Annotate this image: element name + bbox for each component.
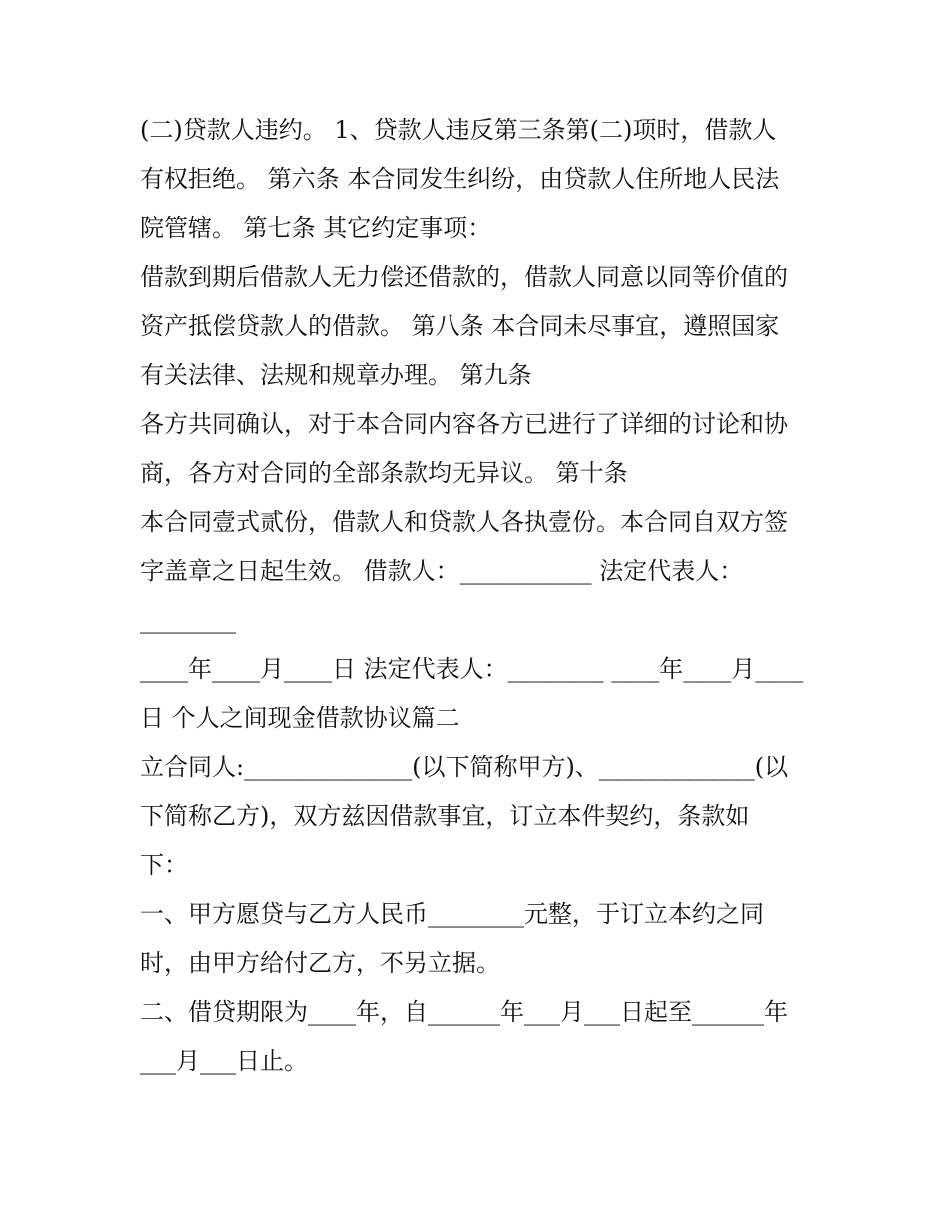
text-line: 二、借贷期限为____年，自______年___月___日起至______年 <box>140 998 788 1026</box>
text-line: 资产抵偿贷款人的借款。 第八条 本合同未尽事宜，遵照国家 <box>140 312 780 340</box>
text-line: (二)贷款人违约。 1、贷款人违反第三条第(二)项时，借款人 <box>140 116 777 144</box>
text-line: 一、甲方愿贷与乙方人民币________元整，于订立本约之同 <box>140 900 764 928</box>
text-line: 下： <box>140 851 188 879</box>
text-line: 时，由甲方给付乙方，不另立据。 <box>140 949 500 977</box>
text-line: 立合同人:______________(以下简称甲方)、_____________(以 <box>140 753 789 781</box>
text-line: 本合同壹式贰份，借款人和贷款人各执壹份。本合同自双方签 <box>140 508 788 536</box>
text-line: 院管辖。 第七条 其它约定事项： <box>140 214 492 242</box>
text-line: 各方共同确认，对于本合同内容各方已进行了详细的讨论和协 <box>140 410 788 438</box>
text-line: 有权拒绝。 第六条 本合同发生纠纷，由贷款人住所地人民法 <box>140 165 780 193</box>
text-line: 有关法律、法规和规章办理。 第九条 <box>140 361 532 389</box>
text-line: 下简称乙方)，双方兹因借款事宜，订立本件契约，条款如 <box>140 802 750 830</box>
text-line: 字盖章之日起生效。 借款人：___________ 法定代表人： <box>140 557 744 585</box>
text-line: ___月___日止。 <box>140 1047 308 1075</box>
text-line: 商，各方对合同的全部条款均无异议。 第十条 <box>140 459 628 487</box>
text-line: ____年____月____日 法定代表人：________ ____年____月____ <box>140 655 804 683</box>
contract-body <box>140 106 830 1086</box>
section-heading: 日 个人之间现金借款协议篇二 <box>140 704 460 732</box>
text-line: ________ <box>140 606 236 634</box>
text-line: 借款到期后借款人无力偿还借款的，借款人同意以同等价值的 <box>140 263 788 291</box>
